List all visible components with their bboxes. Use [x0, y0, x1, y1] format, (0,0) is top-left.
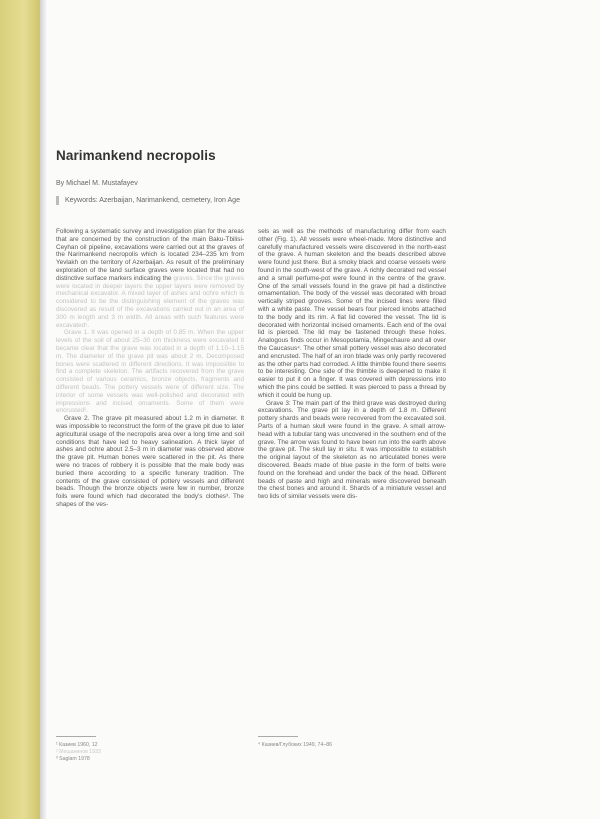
paragraph-text-faded: graves. Since the graves were located in deeper layers the upper layers were removed by mechanical excavator. A mixed layer of ashes and ochre which is considered to be the distinguishing element of the graves was discovered as result of the excavations carried out in an area of 300 m length and 3 m width. All areas with such features were excavated¹.: [56, 274, 244, 329]
article-keywords: [56, 196, 240, 205]
footnote: ¹ Казиев 1960, 12: [56, 742, 98, 748]
footnotes-right: [258, 742, 332, 749]
footnote-rule-right: [258, 736, 298, 737]
article-title: Narimankend necropolis: [56, 148, 216, 163]
left-column: [56, 228, 244, 509]
footnote: ⁴ Казиев/Глубоких 1949, 74–86: [258, 742, 332, 748]
keywords-marker: [56, 196, 59, 205]
article-byline: By Michael M. Mustafayev: [56, 180, 138, 187]
footnote: ² Мещанинов 1933: [56, 749, 101, 755]
book-spine: [0, 0, 40, 819]
paragraph: Grave 3: The main part of the third grave was destroyed during excavations. The grave pit lay in a depth of 1.8 m. Different pottery shards and beads were recovered from the excavated soil. Parts of a human skull were found in the grave. A small arrow-head with a tubular tang was uncovered in the southern end of the grave. The arrow was found to have been run into the earth above the grave pit. The skull lay in situ. It was impossible to establish the original layout of the skeleton as no articulated bones were discovered. Beads made of blue paste in the form of belts were found on the forehead and under the back of the head. Different beads of paste and high and minerals were discovered beneath the chest bones and around it. Shards of a miniature vessel and two lids of similar vessels were dis-: [258, 399, 446, 501]
right-column: [258, 228, 446, 501]
paragraph: Grave 2. The grave pit measured about 1.2 m in diameter. It was impossible to reconstruct the form of the grave pit due to later agricultural usage of the necropolis area over a long time and soil conditions that have led to heavy salineation. A thick layer of ashes and ochre about 2.5–3 m in diameter was observed above the grave pit. Human bones were scattered in the pit. As there were no traces of robbery it is possible that the male body was buried there according to a specific funerary tradition. The contents of the grave consisted of pottery vessels and different beads. Though the bronze objects were few in number, bronze foils were found which had decorated the body's clothes³. The shapes of the ves-: [56, 415, 244, 508]
paragraph: sels as well as the methods of manufacturing differ from each other (Fig. 1). All vessels were wheel-made. More distinctive and carefully manufactured vessels were discovered in the north-east of the grave. A human skeleton and the beads described above were found just there. But a smoky black and coarse vessels were found in the south-west of the grave. A richly decorated red vessel and a small perfume-pot were found in the centre of the grave. One of the small vessels found in the grave pit had a distinctive ornamentation. The body of the vessel was decorated with broad vertically striped grooves. Some of the incised lines were filled with a white paste. The vessel bears four pierced knobs attached to the body and its rim. A flat lid covered the vessel. The lid is decorated with horizontal incised ornaments. Each end of the oval lid is pierced. The lid may be fastened through these holes. Analogous finds occur in Mesopotamia, Mingechaure and all over the Caucasus⁴. The other small pottery vessel was also decorated and encrusted. The half of an iron blade was only partly recovered as the other parts had corroded. A little thimble found there seems to be interesting. One side of the thimble is deepened to make it easier to put it on a finger. It was covered with depressions into which the pins could be settled. It was pierced to pass a thread by which it could be hung up.: [258, 228, 446, 399]
footnote: ³ Saglam 1978: [56, 756, 90, 762]
footnote-rule-left: [56, 736, 96, 737]
paragraph: [56, 228, 244, 329]
paragraph-faded: Grave 1. It was opened in a depth of 0.85 m. When the upper levels of the soil of about 25–30 cm thickness were excavated it became clear that the grave was located in a depth of 1.10–1.15 m. The diameter of the grave pit was about 2 m. Decomposed bones were scattered in different directions. It was impossible to find a complete skeleton. The artifacts recovered from the grave consisted of various ceramics, bronze objects, fragments and different beads. The pottery vessels were of different size. The interior of some vessels was well-polished and decorated with impressions and incised ornaments. Some of them were encrusted².: [56, 329, 244, 415]
spine-shadow: [40, 0, 48, 819]
footnotes-left: [56, 742, 101, 763]
keywords-text: Keywords: Azerbaijan, Narimankend, cemetery, Iron Age: [65, 197, 240, 204]
paragraph-text: Following a systematic survey and investigation plan for the areas that are concerned by the construction of the main Baku-Tbilisi-Ceyhan oil pipeline, excavations were carried out at the graves of the Narimankend necropolis which is located 234–235 km from Yevlakh on the territory of Azerbaijan. As result of the preliminary exploration of the land surface graves were located that had no distinctive surface markers indicating the: [56, 228, 244, 282]
